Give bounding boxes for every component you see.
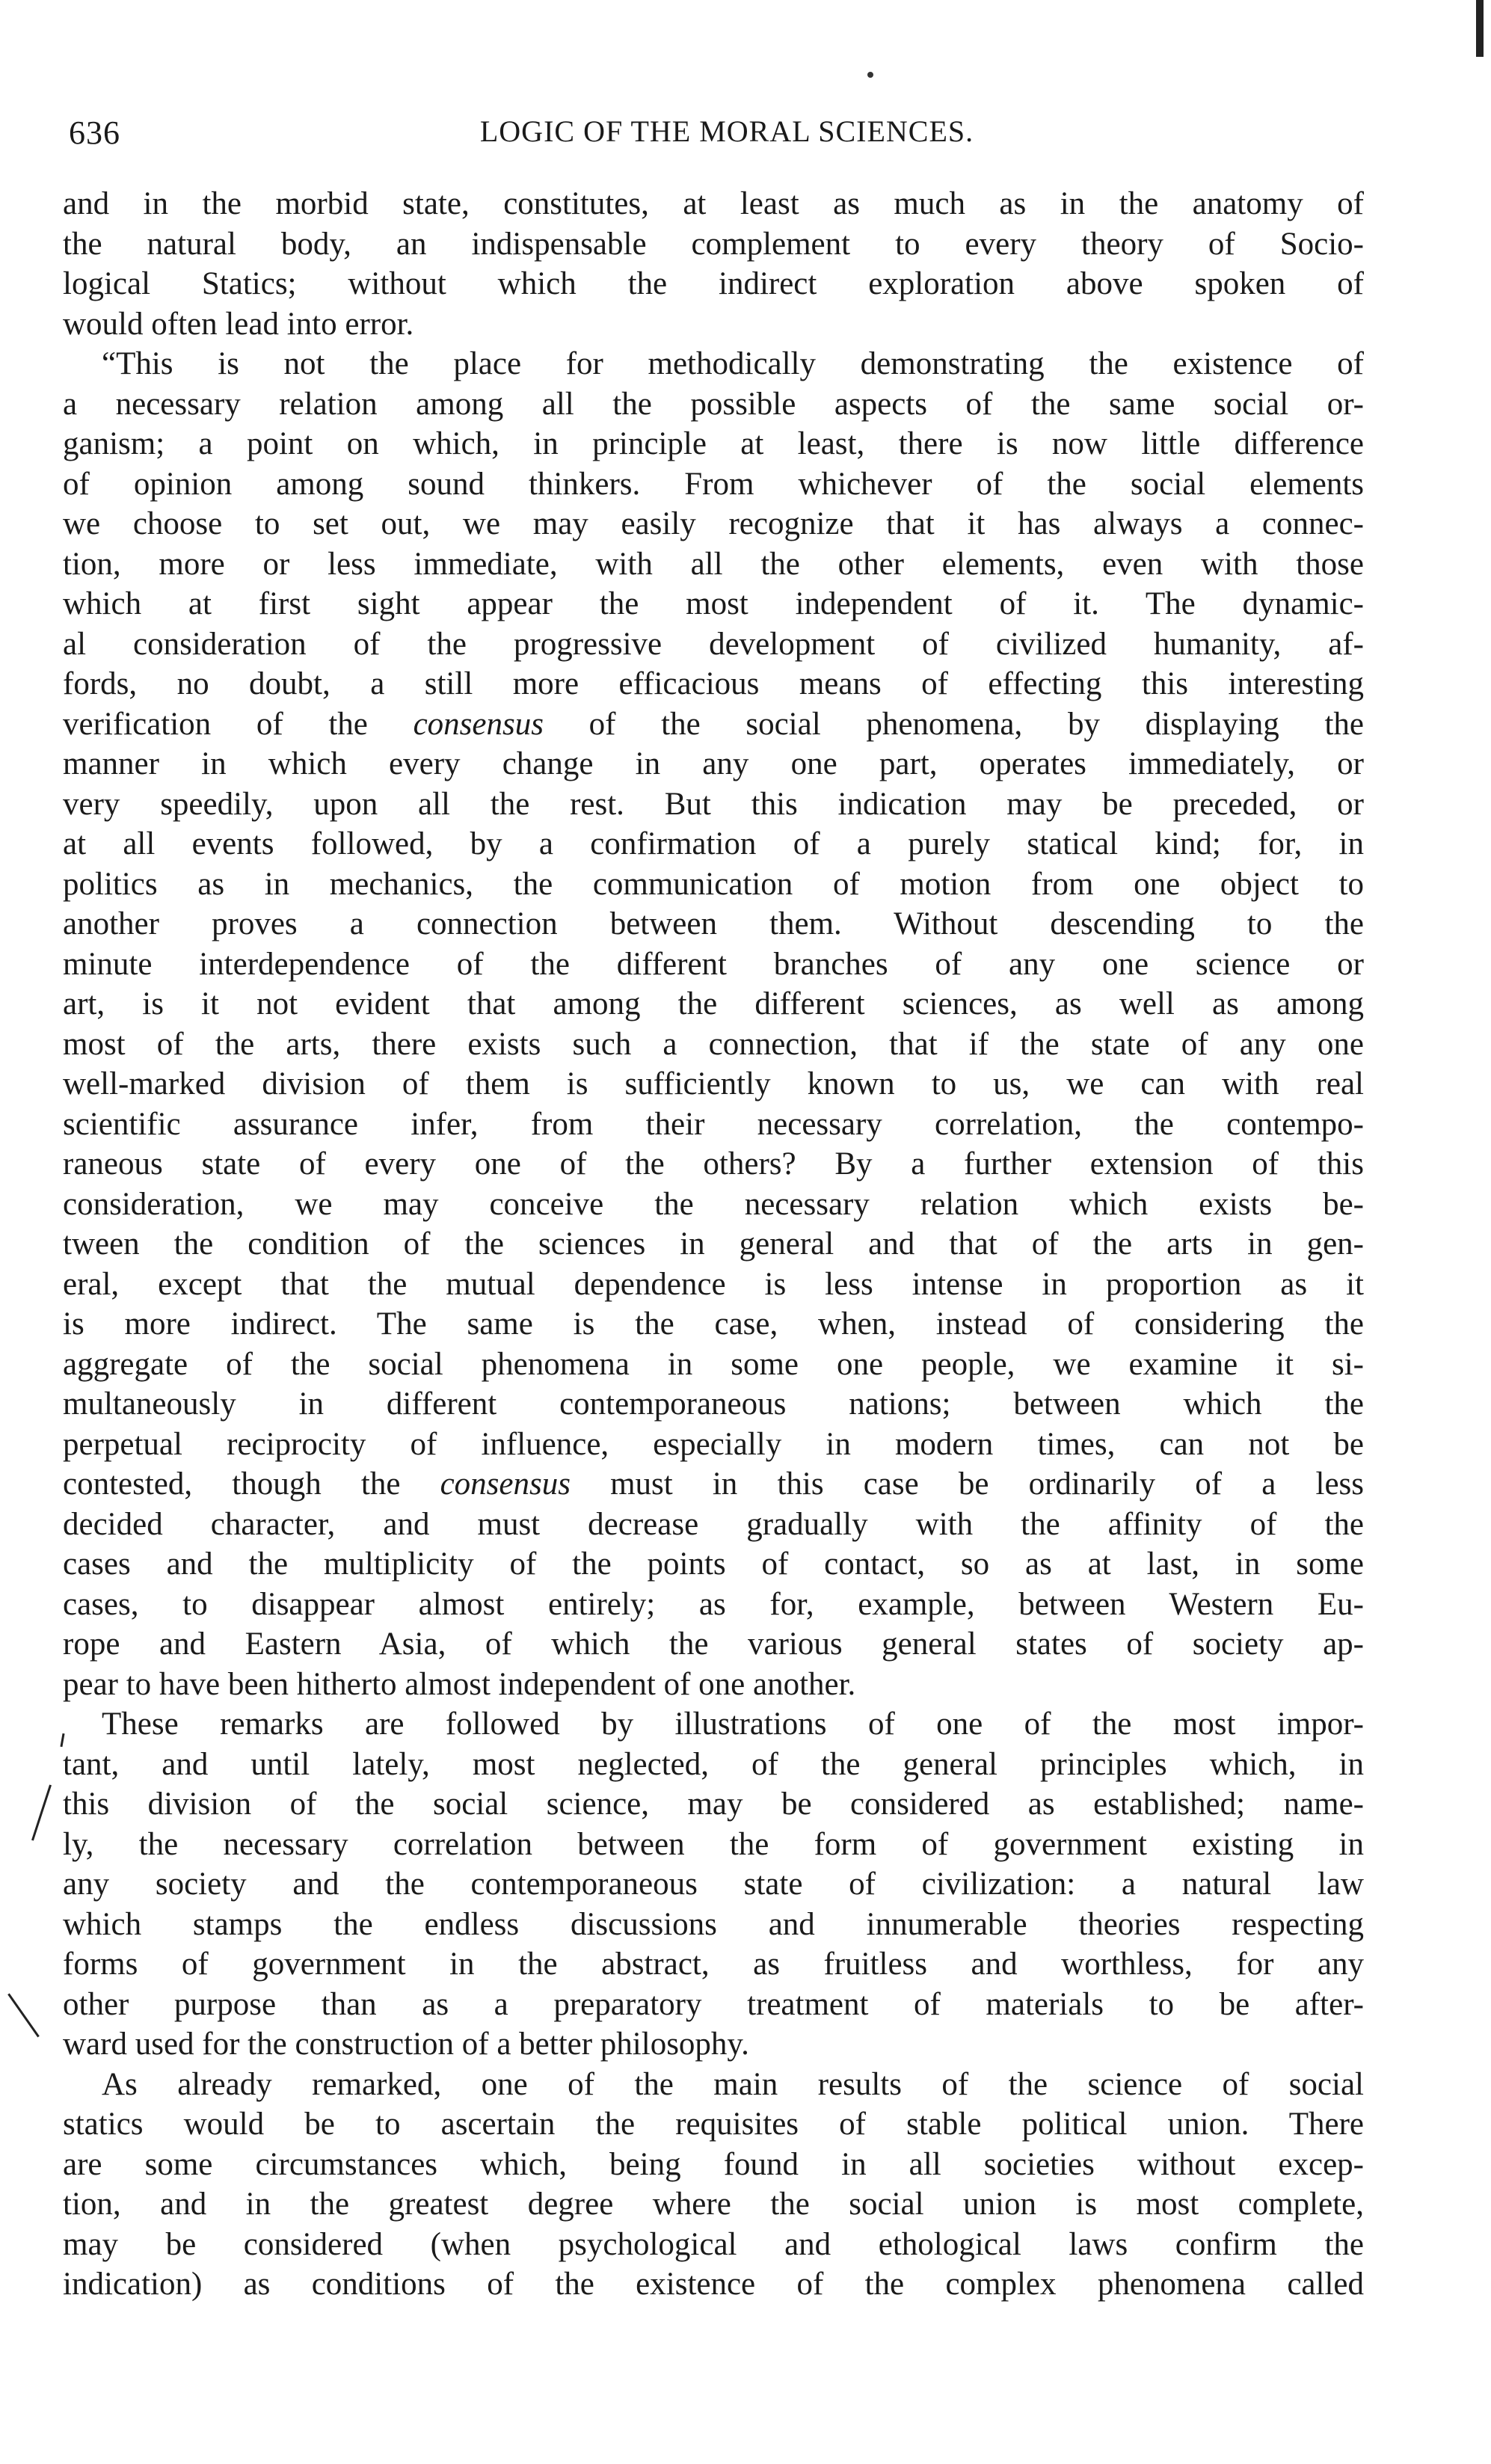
italic-term: consensus xyxy=(413,706,544,742)
text-line: forms of government in the abstract, as fruitless and worthless, for any xyxy=(63,1947,1364,1982)
text-line: tion, more or less immediate, with all the other elements, even with those xyxy=(63,546,1364,582)
text-line: any society and the contemporaneous state of civilization: a natural law xyxy=(63,1867,1364,1902)
text-line: tant, and until lately, most neglected, of the general principles which, in xyxy=(63,1746,1364,1782)
text-line: the natural body, an indispensable complement to every theory of Socio- xyxy=(63,226,1364,262)
text-line: well-marked division of them is sufficiently known to us, we can with real xyxy=(63,1066,1364,1102)
text-line: tion, and in the greatest degree where the social union is most complete, xyxy=(63,2187,1364,2222)
text-line: ganism; a point on which, in principle at least, there is now little difference xyxy=(63,426,1364,461)
text-line: eral, except that the mutual dependence is less intense in proportion as it xyxy=(63,1266,1364,1302)
text-line: of opinion among sound thinkers. From whichever of the social elements xyxy=(63,466,1364,502)
text-line: which stamps the endless discussions and innumerable theories respecting xyxy=(63,1906,1364,1942)
text-line: are some circumstances which, being found in all societies without excep- xyxy=(63,2146,1364,2182)
text-line: rope and Eastern Asia, of which the various general states of society ap- xyxy=(63,1626,1364,1662)
text-line: indication) as conditions of the existence of the complex phenomena called xyxy=(63,2267,1364,2302)
text-line: ward used for the construction of a better philosophy. xyxy=(63,2027,749,2062)
text-line: verification of the consensus of the social phenomena, by displaying the xyxy=(63,706,1364,742)
text-line: manner in which every change in any one part, operates immediately, or xyxy=(63,746,1364,781)
text-line: tween the condition of the sciences in general and that of the arts in gen- xyxy=(63,1226,1364,1262)
text-line: “This is not the place for methodically demonstrating the existence of xyxy=(102,346,1364,381)
text-line: As already remarked, one of the main results of the science of social xyxy=(102,2066,1364,2102)
text-line: pear to have been hitherto almost independent of one another. xyxy=(63,1666,856,1702)
text-line: cases, to disappear almost entirely; as for, example, between Western Eu- xyxy=(63,1586,1364,1622)
text-line: other purpose than as a preparatory treatment of materials to be after- xyxy=(63,1986,1364,2022)
text-line: which at first sight appear the most independent of it. The dynamic- xyxy=(63,586,1364,621)
page-number: 636 xyxy=(69,114,120,151)
text-line: contested, though the consensus must in this case be ordinarily of a less xyxy=(63,1466,1364,1502)
text-line: politics as in mechanics, the communication of motion from one object to xyxy=(63,866,1364,902)
margin-pencil-mark xyxy=(7,1993,40,2037)
text-line: a necessary relation among all the possible aspects of the same social or- xyxy=(63,386,1364,422)
text-line: multaneously in different contemporaneous nations; between which the xyxy=(63,1386,1364,1422)
page-header xyxy=(69,114,1385,159)
page-edge-mark xyxy=(1476,0,1484,57)
text-line: we choose to set out, we may easily recognize that it has always a connec- xyxy=(63,506,1364,541)
text-line: decided character, and must decrease gradually with the affinity of the xyxy=(63,1506,1364,1542)
body-text xyxy=(63,184,1364,2305)
italic-term: consensus xyxy=(440,1466,571,1502)
text-line: very speedily, upon all the rest. But this indication may be preceded, or xyxy=(63,786,1364,822)
text-line: is more indirect. The same is the case, when, instead of considering the xyxy=(63,1306,1364,1342)
text-line: logical Statics; without which the indirect exploration above spoken of xyxy=(63,266,1364,301)
text-line: aggregate of the social phenomena in some one people, we examine it si- xyxy=(63,1346,1364,1382)
text-line: would often lead into error. xyxy=(63,306,414,342)
text-line: minute interdependence of the different branches of any one science or xyxy=(63,946,1364,982)
margin-pencil-mark xyxy=(31,1784,52,1840)
text-line: may be considered (when psychological and ethological laws confirm the xyxy=(63,2226,1364,2262)
text-line: most of the arts, there exists such a connection, that if the state of any one xyxy=(63,1026,1364,1062)
text-line: at all events followed, by a confirmation of a purely statical kind; for, in xyxy=(63,826,1364,861)
text-line: al consideration of the progressive development of civilized humanity, af- xyxy=(63,626,1364,662)
text-line: another proves a connection between them. Without descending to the xyxy=(63,906,1364,941)
text-line: cases and the multiplicity of the points of contact, so as at last, in some xyxy=(63,1546,1364,1582)
text-line: and in the morbid state, constitutes, at least as much as in the anatomy of xyxy=(63,186,1364,221)
text-line: These remarks are followed by illustrations of one of the most impor- xyxy=(102,1706,1364,1742)
text-line: art, is it not evident that among the different sciences, as well as among xyxy=(63,986,1364,1021)
running-head: LOGIC OF THE MORAL SCIENCES. xyxy=(479,114,974,148)
text-line: statics would be to ascertain the requisites of stable political union. There xyxy=(63,2107,1364,2142)
text-line: fords, no doubt, a still more efficacious means of effecting this interesting xyxy=(63,666,1364,701)
text-line: this division of the social science, may be considered as established; name- xyxy=(63,1786,1364,1822)
text-line: perpetual reciprocity of influence, especially in modern times, can not be xyxy=(63,1426,1364,1462)
ink-dot xyxy=(867,72,873,78)
text-line: ly, the necessary correlation between the form of government existing in xyxy=(63,1826,1364,1862)
text-line: consideration, we may conceive the necessary relation which exists be- xyxy=(63,1186,1364,1222)
text-line: raneous state of every one of the others? By a further extension of this xyxy=(63,1146,1364,1182)
text-line: scientific assurance infer, from their necessary correlation, the contempo- xyxy=(63,1106,1364,1142)
